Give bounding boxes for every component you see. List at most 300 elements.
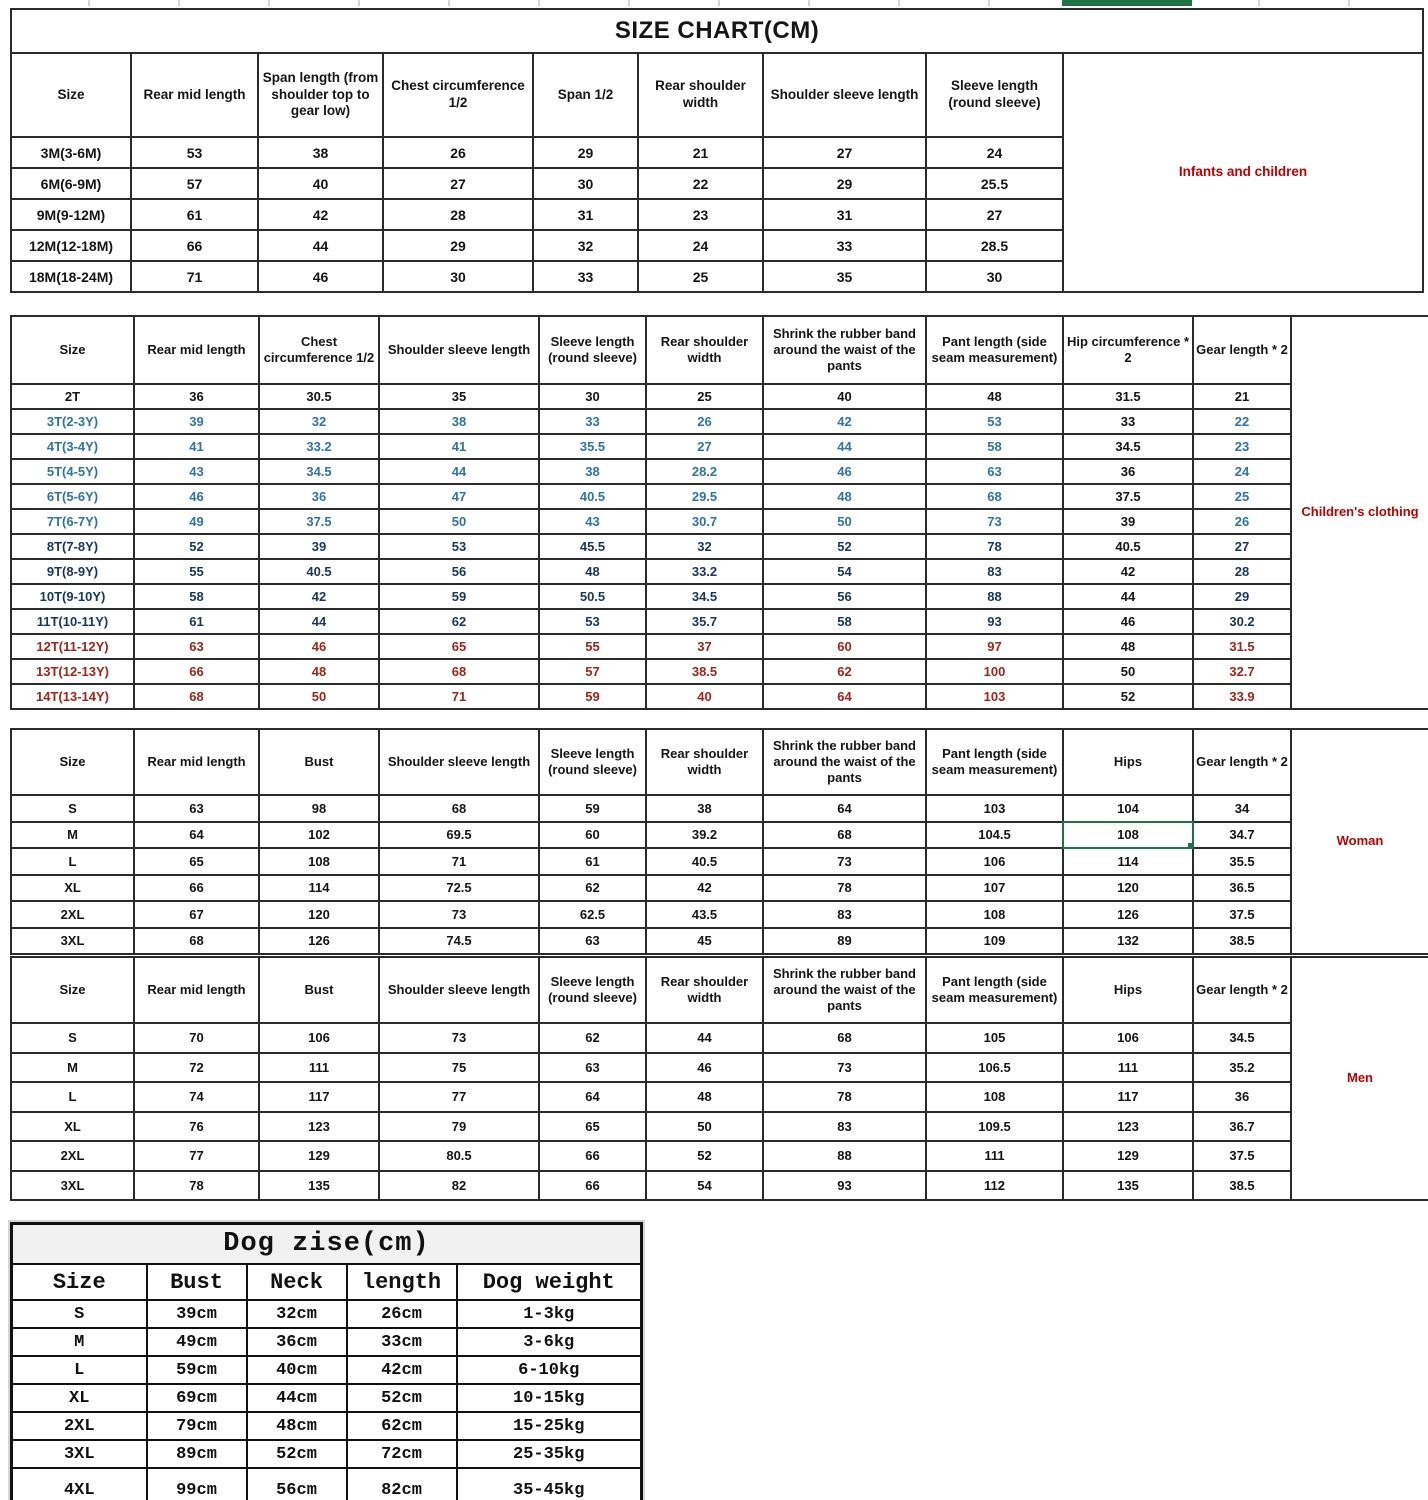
cell: 73 xyxy=(763,1053,926,1083)
cell: 46 xyxy=(134,484,259,509)
cell: 30.2 xyxy=(1193,609,1291,634)
cell: 10-15kg xyxy=(457,1384,642,1412)
cell: 111 xyxy=(259,1053,379,1083)
cell: 48 xyxy=(926,384,1063,409)
cell: 34.5 xyxy=(1193,1023,1291,1053)
cell: 78 xyxy=(763,1082,926,1112)
cell: 61 xyxy=(539,848,646,875)
cell: 117 xyxy=(259,1082,379,1112)
cell: 36 xyxy=(1193,1082,1291,1112)
cell: 54 xyxy=(763,559,926,584)
cell: 83 xyxy=(763,1112,926,1142)
cell: 108 xyxy=(926,1082,1063,1112)
cell: 25 xyxy=(1193,484,1291,509)
cell: 29 xyxy=(533,137,638,168)
cell: 69.5 xyxy=(379,822,539,849)
column-header: Hip circumference * 2 xyxy=(1063,316,1193,384)
cell: 111 xyxy=(926,1141,1063,1171)
cell: 37.5 xyxy=(1193,1141,1291,1171)
cell: 45 xyxy=(646,928,763,955)
table-row xyxy=(11,684,1428,709)
cell: 33 xyxy=(1063,409,1193,434)
table-row xyxy=(11,659,1428,684)
cell: 34.7 xyxy=(1193,822,1291,849)
cell: 50 xyxy=(763,509,926,534)
cell: 117 xyxy=(1063,1082,1193,1112)
cell: 79cm xyxy=(147,1412,247,1440)
cell: 82cm xyxy=(347,1468,457,1500)
cell: 123 xyxy=(259,1112,379,1142)
cell: 44 xyxy=(646,1023,763,1053)
cell: 32cm xyxy=(247,1300,347,1328)
cell: 1-3kg xyxy=(457,1300,642,1328)
row-size-label: 11T(10-11Y) xyxy=(11,609,134,634)
cell: 32 xyxy=(646,534,763,559)
cell: 36.7 xyxy=(1193,1112,1291,1142)
cell: 129 xyxy=(259,1141,379,1171)
table-row xyxy=(12,1384,642,1412)
table-header-row xyxy=(11,53,1423,137)
cell: 44 xyxy=(763,434,926,459)
cell: 25-35kg xyxy=(457,1440,642,1468)
cell: 52 xyxy=(1063,684,1193,709)
column-header: Neck xyxy=(247,1264,347,1300)
cell: 35.7 xyxy=(646,609,763,634)
cell: 37.5 xyxy=(1193,901,1291,928)
cell: 60 xyxy=(763,634,926,659)
cell: 38 xyxy=(646,795,763,822)
row-size-label: 12T(11-12Y) xyxy=(11,634,134,659)
cell: 50 xyxy=(646,1112,763,1142)
row-size-label: XL xyxy=(11,875,134,902)
cell: 56cm xyxy=(247,1468,347,1500)
cell: 97 xyxy=(926,634,1063,659)
cell: 41 xyxy=(379,434,539,459)
selected-column-indicator xyxy=(1062,0,1192,6)
table-row xyxy=(11,559,1428,584)
table-row xyxy=(11,1053,1428,1083)
cell: 37.5 xyxy=(1063,484,1193,509)
cell: 33cm xyxy=(347,1328,457,1356)
cell: 71 xyxy=(379,684,539,709)
cell: 33 xyxy=(533,261,638,292)
children-size-table xyxy=(10,315,1428,710)
row-size-label: 2XL xyxy=(11,901,134,928)
column-header: Size xyxy=(11,53,131,137)
cell: 72 xyxy=(134,1053,259,1083)
cell: 27 xyxy=(646,434,763,459)
column-header: Shoulder sleeve length xyxy=(763,53,926,137)
cell: 50.5 xyxy=(539,584,646,609)
cell: 48cm xyxy=(247,1412,347,1440)
cell: 114 xyxy=(1063,848,1193,875)
cell: 52cm xyxy=(347,1384,457,1412)
cell: 66 xyxy=(131,230,258,261)
cell: 26 xyxy=(383,137,533,168)
cell: 108 xyxy=(926,901,1063,928)
cell: 44 xyxy=(259,609,379,634)
cell: 111 xyxy=(1063,1053,1193,1083)
cell: 49cm xyxy=(147,1328,247,1356)
cell: 28 xyxy=(383,199,533,230)
row-size-label: 5T(4-5Y) xyxy=(11,459,134,484)
cell: 42 xyxy=(763,409,926,434)
row-size-label: 4XL xyxy=(12,1468,147,1500)
cell: 43 xyxy=(134,459,259,484)
cell: 50 xyxy=(1063,659,1193,684)
cell: 55 xyxy=(539,634,646,659)
cell: 69cm xyxy=(147,1384,247,1412)
column-header: Chest circumference 1/2 xyxy=(383,53,533,137)
cell: 120 xyxy=(259,901,379,928)
cell: 109.5 xyxy=(926,1112,1063,1142)
cell: 62cm xyxy=(347,1412,457,1440)
cell: 31.5 xyxy=(1193,634,1291,659)
cell: 30.5 xyxy=(259,384,379,409)
cell: 103 xyxy=(926,684,1063,709)
cell: 24 xyxy=(638,230,763,261)
cell: 68 xyxy=(134,684,259,709)
row-size-label: 3M(3-6M) xyxy=(11,137,131,168)
cell: 78 xyxy=(134,1171,259,1201)
column-header: Rear shoulder width xyxy=(638,53,763,137)
row-size-label: S xyxy=(12,1300,147,1328)
cell: 50 xyxy=(259,684,379,709)
cell: 89cm xyxy=(147,1440,247,1468)
column-header: Hips xyxy=(1063,957,1193,1023)
cell: 23 xyxy=(638,199,763,230)
cell: 59 xyxy=(539,795,646,822)
row-size-label: 3XL xyxy=(12,1440,147,1468)
cell: 30 xyxy=(539,384,646,409)
cell: 34.5 xyxy=(646,584,763,609)
cell: 64 xyxy=(539,1082,646,1112)
cell: 83 xyxy=(763,901,926,928)
column-header: Size xyxy=(11,316,134,384)
cell: 109 xyxy=(926,928,1063,955)
cell: 40cm xyxy=(247,1356,347,1384)
cell: 57 xyxy=(539,659,646,684)
column-header: Rear shoulder width xyxy=(646,316,763,384)
column-header: Shrink the rubber band around the waist of the pants xyxy=(763,729,926,795)
cell: 26 xyxy=(1193,509,1291,534)
table-header-row xyxy=(11,729,1428,795)
cell: 38 xyxy=(258,137,383,168)
table-row xyxy=(11,1023,1428,1053)
cell: 106 xyxy=(1063,1023,1193,1053)
table-row xyxy=(12,1300,642,1328)
cell: 33 xyxy=(763,230,926,261)
cell: 33.2 xyxy=(259,434,379,459)
cell: 62 xyxy=(539,875,646,902)
cell: 73 xyxy=(763,848,926,875)
cell: 77 xyxy=(134,1141,259,1171)
table-row xyxy=(11,634,1428,659)
cell: 89 xyxy=(763,928,926,955)
cell: 40.5 xyxy=(1063,534,1193,559)
cell: 34.5 xyxy=(1063,434,1193,459)
cell: 126 xyxy=(1063,901,1193,928)
column-header: Shoulder sleeve length xyxy=(379,316,539,384)
cell: 40.5 xyxy=(259,559,379,584)
cell: 114 xyxy=(259,875,379,902)
cell: 72cm xyxy=(347,1440,457,1468)
cell: 52 xyxy=(763,534,926,559)
cell: 42 xyxy=(646,875,763,902)
cell: 32.7 xyxy=(1193,659,1291,684)
table-row xyxy=(12,1412,642,1440)
cell: 80.5 xyxy=(379,1141,539,1171)
cell: 48 xyxy=(259,659,379,684)
cell: 126 xyxy=(259,928,379,955)
cell: 112 xyxy=(926,1171,1063,1201)
cell: 61 xyxy=(131,199,258,230)
row-size-label: XL xyxy=(11,1112,134,1142)
cell: 65 xyxy=(539,1112,646,1142)
cell: 57 xyxy=(131,168,258,199)
row-size-label: 8T(7-8Y) xyxy=(11,534,134,559)
table-row xyxy=(11,901,1428,928)
cell: 36 xyxy=(259,484,379,509)
cell: 28.5 xyxy=(926,230,1063,261)
column-header: Bust xyxy=(147,1264,247,1300)
cell: 48 xyxy=(763,484,926,509)
table-row xyxy=(11,409,1428,434)
table-row xyxy=(11,848,1428,875)
cell: 63 xyxy=(539,1053,646,1083)
cell: 53 xyxy=(131,137,258,168)
section-label-woman: Woman xyxy=(1291,729,1428,954)
table-row xyxy=(11,509,1428,534)
cell: 39.2 xyxy=(646,822,763,849)
cell: 52 xyxy=(134,534,259,559)
cell: 53 xyxy=(539,609,646,634)
cell: 27 xyxy=(763,137,926,168)
cell: 24 xyxy=(926,137,1063,168)
section-label-children: Children's clothing xyxy=(1291,316,1428,709)
column-header: Shrink the rubber band around the waist of the pants xyxy=(763,957,926,1023)
cell: 30 xyxy=(926,261,1063,292)
row-size-label: 12M(12-18M) xyxy=(11,230,131,261)
cell: 59 xyxy=(379,584,539,609)
cell: 43.5 xyxy=(646,901,763,928)
cell: 35.5 xyxy=(1193,848,1291,875)
table-row xyxy=(12,1356,642,1384)
cell: 42 xyxy=(1063,559,1193,584)
table-header-row xyxy=(12,1264,642,1300)
cell: 22 xyxy=(1193,409,1291,434)
cell: 66 xyxy=(539,1141,646,1171)
cell: 21 xyxy=(638,137,763,168)
cell: 37 xyxy=(646,634,763,659)
cell: 68 xyxy=(379,659,539,684)
sheet-gridline-ticks xyxy=(0,0,1428,6)
column-header: Rear shoulder width xyxy=(646,957,763,1023)
cell: 76 xyxy=(134,1112,259,1142)
cell: 52cm xyxy=(247,1440,347,1468)
cell: 55 xyxy=(134,559,259,584)
table-title-row xyxy=(12,1224,642,1265)
cell: 78 xyxy=(763,875,926,902)
cell: 29.5 xyxy=(646,484,763,509)
cell: 63 xyxy=(539,928,646,955)
cell: 44 xyxy=(1063,584,1193,609)
cell: 29 xyxy=(763,168,926,199)
cell: 77 xyxy=(379,1082,539,1112)
row-size-label: 3XL xyxy=(11,928,134,955)
table-row xyxy=(11,1171,1428,1201)
cell: 88 xyxy=(926,584,1063,609)
cell: 53 xyxy=(926,409,1063,434)
cell: 99cm xyxy=(147,1468,247,1500)
cell: 25.5 xyxy=(926,168,1063,199)
cell: 66 xyxy=(134,875,259,902)
cell: 106 xyxy=(926,848,1063,875)
cell: 42cm xyxy=(347,1356,457,1384)
cell: 32 xyxy=(533,230,638,261)
table-header-row xyxy=(11,957,1428,1023)
cell: 104.5 xyxy=(926,822,1063,849)
table-row xyxy=(11,609,1428,634)
table-row xyxy=(11,584,1428,609)
cell: 102 xyxy=(259,822,379,849)
cell: 135 xyxy=(259,1171,379,1201)
cell: 52 xyxy=(646,1141,763,1171)
cell: 68 xyxy=(134,928,259,955)
table-row xyxy=(11,484,1428,509)
cell: 66 xyxy=(134,659,259,684)
column-header: Pant length (side seam measurement) xyxy=(926,957,1063,1023)
cell: 40 xyxy=(646,684,763,709)
column-header: Hips xyxy=(1063,729,1193,795)
column-header: Bust xyxy=(259,729,379,795)
table-row xyxy=(11,875,1428,902)
cell: 46 xyxy=(259,634,379,659)
table-row xyxy=(11,534,1428,559)
cell: 64 xyxy=(134,822,259,849)
row-size-label: S xyxy=(11,795,134,822)
row-size-label: 2XL xyxy=(12,1412,147,1440)
row-size-label: 9T(8-9Y) xyxy=(11,559,134,584)
cell: 72.5 xyxy=(379,875,539,902)
cell: 28 xyxy=(1193,559,1291,584)
row-size-label: L xyxy=(12,1356,147,1384)
cell: 79 xyxy=(379,1112,539,1142)
table-row xyxy=(11,384,1428,409)
cell: 104 xyxy=(1063,795,1193,822)
cell: 46 xyxy=(258,261,383,292)
cell: 34 xyxy=(1193,795,1291,822)
cell: 103 xyxy=(926,795,1063,822)
cell: 58 xyxy=(134,584,259,609)
cell: 36 xyxy=(134,384,259,409)
table-header-row xyxy=(11,316,1428,384)
table-title-row xyxy=(11,9,1423,53)
table-row xyxy=(11,1141,1428,1171)
cell: 39 xyxy=(1063,509,1193,534)
column-header: Sleeve length (round sleeve) xyxy=(926,53,1063,137)
column-header: length xyxy=(347,1264,457,1300)
cell: 50 xyxy=(379,509,539,534)
column-header: Rear shoulder width xyxy=(646,729,763,795)
cell: 30 xyxy=(533,168,638,199)
cell: 36 xyxy=(1063,459,1193,484)
cell: 74.5 xyxy=(379,928,539,955)
cell: 53 xyxy=(379,534,539,559)
row-size-label: 6T(5-6Y) xyxy=(11,484,134,509)
row-size-label: 7T(6-7Y) xyxy=(11,509,134,534)
cell: 39 xyxy=(259,534,379,559)
cell: 75 xyxy=(379,1053,539,1083)
cell: 63 xyxy=(926,459,1063,484)
infants-size-table xyxy=(10,8,1424,293)
cell: 120 xyxy=(1063,875,1193,902)
cell: 78 xyxy=(926,534,1063,559)
column-header: Sleeve length (round sleeve) xyxy=(539,729,646,795)
cell: 42 xyxy=(259,584,379,609)
cell: 100 xyxy=(926,659,1063,684)
column-header: Rear mid length xyxy=(134,316,259,384)
cell: 31 xyxy=(763,199,926,230)
table-row xyxy=(11,434,1428,459)
cell: 25 xyxy=(646,384,763,409)
cell: 63 xyxy=(134,795,259,822)
column-header: Span length (from shoulder top to gear low) xyxy=(258,53,383,137)
column-header: Gear length * 2 xyxy=(1193,729,1291,795)
cell: 58 xyxy=(763,609,926,634)
cell: 47 xyxy=(379,484,539,509)
cell: 68 xyxy=(926,484,1063,509)
cell: 63 xyxy=(134,634,259,659)
table-row xyxy=(11,1082,1428,1112)
cell: 58 xyxy=(926,434,1063,459)
cell: 132 xyxy=(1063,928,1193,955)
cell: 25 xyxy=(638,261,763,292)
row-size-label: M xyxy=(11,1053,134,1083)
column-header: Gear length * 2 xyxy=(1193,957,1291,1023)
row-size-label: 10T(9-10Y) xyxy=(11,584,134,609)
row-size-label: 2XL xyxy=(11,1141,134,1171)
cell: 28.2 xyxy=(646,459,763,484)
cell: 27 xyxy=(383,168,533,199)
cell: 44 xyxy=(379,459,539,484)
table-row xyxy=(11,928,1428,955)
cell: 35.2 xyxy=(1193,1053,1291,1083)
cell: 62 xyxy=(763,659,926,684)
column-header: Shoulder sleeve length xyxy=(379,729,539,795)
dog-size-table xyxy=(10,1222,643,1500)
cell: 64 xyxy=(763,795,926,822)
cell: 15-25kg xyxy=(457,1412,642,1440)
section-label-infants: Infants and children xyxy=(1063,53,1423,292)
cell: 71 xyxy=(131,261,258,292)
cell: 60 xyxy=(539,822,646,849)
cell: 35.5 xyxy=(539,434,646,459)
cell: 62 xyxy=(379,609,539,634)
column-header: Span 1/2 xyxy=(533,53,638,137)
cell: 36.5 xyxy=(1193,875,1291,902)
dog-table-title: Dog zise(cm) xyxy=(12,1224,642,1265)
row-size-label: 14T(13-14Y) xyxy=(11,684,134,709)
cell: 38.5 xyxy=(1193,1171,1291,1201)
cell: 108 xyxy=(259,848,379,875)
row-size-label: 2T xyxy=(11,384,134,409)
cell: 38 xyxy=(379,409,539,434)
cell: 123 xyxy=(1063,1112,1193,1142)
cell: 93 xyxy=(926,609,1063,634)
cell: 42 xyxy=(258,199,383,230)
column-header: Size xyxy=(11,729,134,795)
